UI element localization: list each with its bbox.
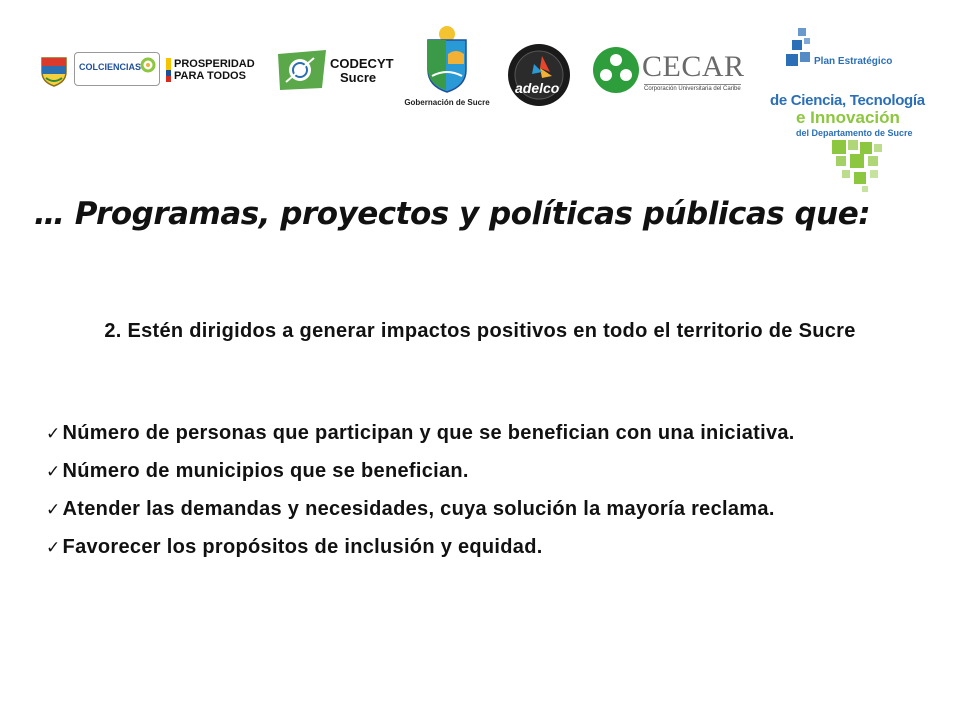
plan-line2: de Ciencia, Tecnología (770, 92, 925, 109)
check-icon: ✓ (46, 500, 61, 520)
slide-title: … Programas, proyectos y políticas públicas que: (34, 196, 871, 232)
cecar-emblem-icon (592, 46, 640, 94)
plan-line1: Plan Estratégico (814, 56, 893, 67)
colombia-shield-logo (38, 54, 70, 88)
colciencias-logo-text: COLCIENCIAS (79, 62, 142, 72)
cecar-subtext: Corporación Universitaria del Caribe (644, 86, 741, 92)
list-item (46, 534, 926, 561)
list-item (46, 496, 926, 523)
check-icon: ✓ (46, 462, 61, 482)
codecyt-logo (276, 46, 392, 94)
sucre-shield-icon (424, 24, 470, 94)
codecyt-line1: CODECYT (330, 56, 394, 71)
list-item (46, 458, 926, 485)
prosperidad-logo (166, 58, 255, 82)
plan-line4: del Departamento de Sucre (796, 128, 913, 138)
prosperidad-line1: PROSPERIDAD (174, 58, 255, 70)
list-item-text: Número de municipios que se benefician. (62, 460, 469, 482)
list-item-text: Número de personas que participan y que se benefician con una iniciativa. (62, 422, 795, 444)
cecar-text: CECAR (642, 50, 745, 83)
adelco-emblem-icon (506, 42, 572, 108)
codecyt-emblem-icon (276, 48, 328, 92)
colciencias-swoosh-icon (140, 57, 156, 73)
adelco-text: adelco (515, 80, 560, 96)
prosperidad-flag-icon (166, 58, 171, 82)
colciencias-logo (74, 52, 160, 86)
plan-estrategico-logo (768, 26, 948, 194)
list-item-text: Atender las demandas y necesidades, cuya solución la mayoría reclama. (62, 498, 775, 520)
list-item-text: Favorecer los propósitos de inclusión y equidad. (62, 536, 543, 558)
gobernacion-text: Gobernación de Sucre (404, 98, 490, 107)
prosperidad-line2: PARA TODOS (174, 70, 246, 82)
codecyt-line2: Sucre (340, 70, 377, 85)
slide-subtitle: 2. Estén dirigidos a generar impactos positivos en todo el territorio de Sucre (104, 320, 856, 342)
adelco-logo (506, 42, 572, 108)
gobernacion-logo (404, 24, 490, 114)
cecar-logo (592, 46, 744, 96)
plan-line3: e Innovación (796, 108, 900, 127)
criteria-list (46, 420, 926, 572)
list-item (46, 420, 926, 447)
check-icon: ✓ (46, 424, 61, 444)
check-icon: ✓ (46, 538, 61, 558)
